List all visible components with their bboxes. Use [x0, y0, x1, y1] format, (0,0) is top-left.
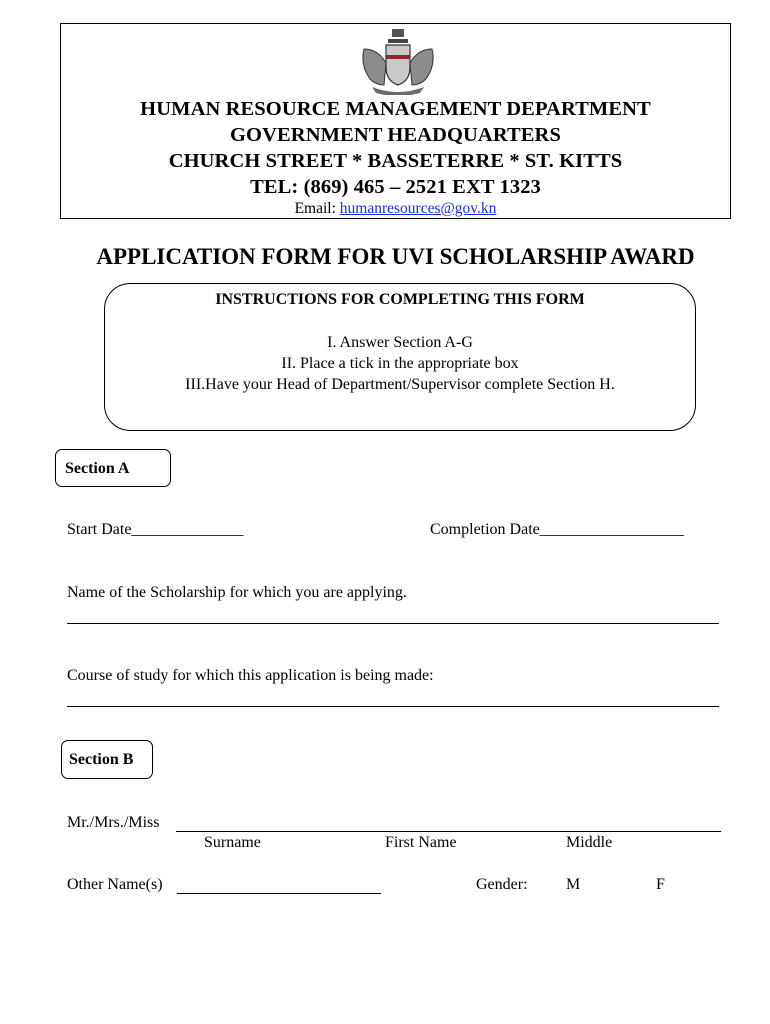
section-b-label: Section B [61, 740, 153, 779]
headquarters-name: GOVERNMENT HEADQUARTERS [230, 124, 561, 146]
coat-of-arms-emblem [358, 27, 438, 95]
gender-option-m[interactable]: M [566, 876, 581, 893]
email-link[interactable]: humanresources@gov.kn [339, 200, 497, 217]
telephone-line: TEL: (869) 465 – 2521 EXT 1323 [250, 176, 541, 198]
street-address: CHURCH STREET * BASSETERRE * ST. KITTS [168, 150, 623, 172]
scholarship-name-input-line[interactable] [67, 623, 719, 624]
completion-date-field[interactable]: Completion Date__________________ [430, 521, 684, 538]
start-date-field[interactable]: Start Date______________ [67, 521, 244, 538]
course-of-study-input-line[interactable] [67, 706, 719, 707]
scholarship-name-label: Name of the Scholarship for which you are applying. [67, 584, 407, 601]
first-name-caption: First Name [385, 834, 457, 851]
surname-caption: Surname [204, 834, 261, 851]
form-title: APPLICATION FORM FOR UVI SCHOLARSHIP AWARD [96, 244, 695, 269]
middle-name-caption: Middle [566, 834, 613, 851]
instruction-item-2: II. Place a tick in the appropriate box [281, 355, 519, 372]
other-names-label: Other Name(s) [67, 876, 163, 893]
email-label: Email: [294, 200, 340, 217]
instruction-item-3: III.Have your Head of Department/Supervisor complete Section H. [185, 376, 615, 393]
email-line [60, 199, 731, 219]
name-input-line[interactable] [176, 831, 721, 832]
title-label: Mr./Mrs./Miss [67, 814, 160, 831]
department-name: HUMAN RESOURCE MANAGEMENT DEPARTMENT [140, 98, 651, 120]
gender-label: Gender: [476, 876, 528, 893]
other-names-input-line[interactable] [177, 893, 381, 894]
course-of-study-label: Course of study for which this application is being made: [67, 667, 434, 684]
gender-option-f[interactable]: F [656, 876, 665, 893]
instruction-item-1: I. Answer Section A-G [327, 334, 473, 351]
section-a-label: Section A [55, 449, 171, 487]
instructions-heading: INSTRUCTIONS FOR COMPLETING THIS FORM [215, 291, 585, 308]
